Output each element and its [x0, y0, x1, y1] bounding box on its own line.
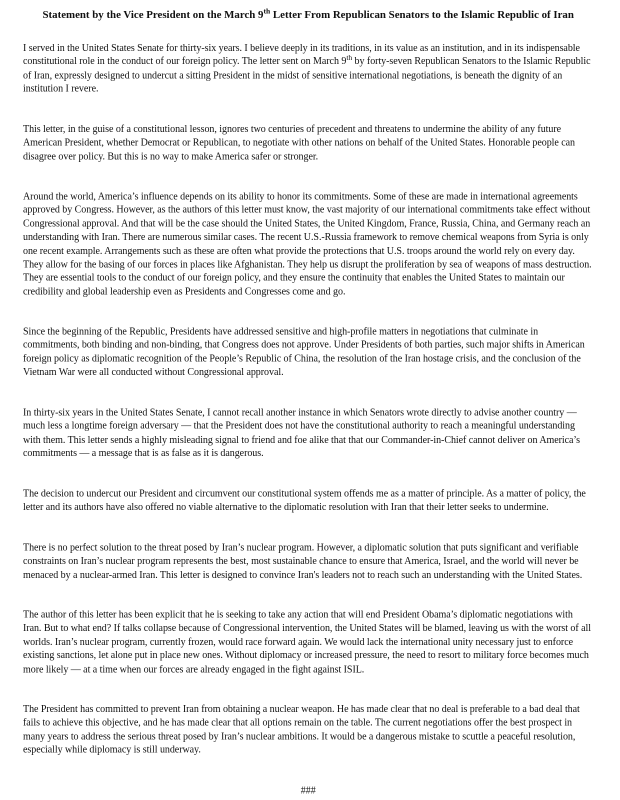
title-text-end: Letter From Republican Senators to the Islamic Republic of Iran: [270, 9, 574, 21]
paragraph-7: There is no perfect solution to the threat posed by Iran’s nuclear program. However, a diplomatic solution that puts significant and verifiable constraints on Iran’s nuclear program represents the best, most sustainable chance to ensure that America, Israel, and the world will never be menaced by a nuclear-armed Iran. This letter is designed to convince Iran's leaders not to reach such an understanding with the United States.: [22, 543, 583, 581]
paragraph-9: The President has committed to prevent Iran from obtaining a nuclear weapon. He has made clear that no deal is preferable to a bad deal that fails to achieve this objective, and he has made clear that all options remain on the table. The current negotiations offer the best prospect in many years to address the serious threat posed by Iran’s nuclear ambitions. It would be a dangerous mistake to scuttle a peaceful resolution, especially while diplomacy is still underway.: [22, 704, 580, 756]
document-title: [23, 8, 593, 21]
paragraph-1-text-end: by forty-seven Republican Senators to the Islamic Republic of Iran, expressly designed to undercut a sitting President in the midst of sensitive international negotiations, is beneath the dignity of an institution I revere.: [22, 57, 591, 95]
end-mark: ###: [300, 785, 316, 797]
paragraph-4: Since the beginning of the Republic, Presidents have addressed sensitive and high-profile matters in negotiations that culminate in commitments, both binding and non-binding, that Congress does not approve. Under Presidents of both parties, such major shifts in American foreign policy as diplomatic recognition of the People’s Republic of China, the resolution of the Iran hostage crisis, and the conclusion of the Vietnam War were all conducted without Congressional approval.: [22, 326, 585, 378]
paragraph-5: In thirty-six years in the United States Senate, I cannot recall another instance in which Senators wrote directly to advise another country — much less a longtime foreign adversary — that the President does not have the constitutional authority to reach a meaningful understanding with them. This letter sends a highly misleading signal to friend and foe alike that that our Commander-in-Chief cannot deliver on America’s commitments — a message that is as false as it is dangerous.: [22, 407, 580, 460]
paragraph-6: The decision to undercut our President and circumvent our constitutional system offends me as a matter of principle. As a matter of policy, the letter and its authors have also offered no viable alternative to the diplomatic resolution with Iran that their letter seeks to undermine.: [22, 489, 586, 514]
title-text: Statement by the Vice President on the March 9: [42, 9, 264, 21]
paragraph-3: Around the world, America’s influence depends on its ability to honor its commitments. Some of these are made in international agreements approved by Congress. However, as the authors of this letter must know, the vast majority of our international commitments take effect without Congressional approval. And that will be the case should the United States, the United Kingdom, France, Russia, China, and Germany reach an understanding with Iran. There are numerous similar cases. The recent U.S.-Russia framework to remove chemical weapons from Syria is only one recent example. Arrangements such as these are often what provide the protections that U.S. troops around the world rely on every day. They allow for the basing of our forces in places like Afghanistan. They help us disrupt the proliferation by sea of weapons of mass destruction. They are essential tools to the conduct of our foreign policy, and they ensure the continuity that enables the United States to maintain our credibility and global leadership even as Presidents and Congresses come and go.: [22, 191, 592, 298]
paragraph-1-text: I served in the United States Senate for thirty-six years. I believe deeply in its traditions, in its value as an institution, and in its indispensable constitutional role in the conduct of our foreign policy. The letter sent on March 9: [22, 43, 580, 68]
paragraph-1-superscript: th: [346, 53, 352, 63]
paragraph-2: This letter, in the guise of a constitutional lesson, ignores two centuries of precedent and threatens to undermine the ability of any future American President, whether Democrat or Republican, to negotiate with other nations on behalf of the United States. Honorable people can disagree over policy. But this is no way to make America safer or stronger.: [22, 124, 575, 163]
title-superscript: th: [263, 6, 271, 16]
paragraph-8: The author of this letter has been explicit that he is seeking to take any action that will end President Obama’s diplomatic negotiations with Iran. But to what end? If talks collapse because of Congressional intervention, the United States will be blamed, leaving us with the worst of all worlds. Iran’s nuclear program, currently frozen, would race forward again. We would lack the international unity necessary just to enforce existing sanctions, let alone put in place new ones. Without diplomacy or increased pressure, the need to resort to military force becomes much more likely — at a time when our forces are already engaged in the fight against ISIL.: [22, 610, 591, 675]
paragraph-1: [23, 42, 593, 96]
